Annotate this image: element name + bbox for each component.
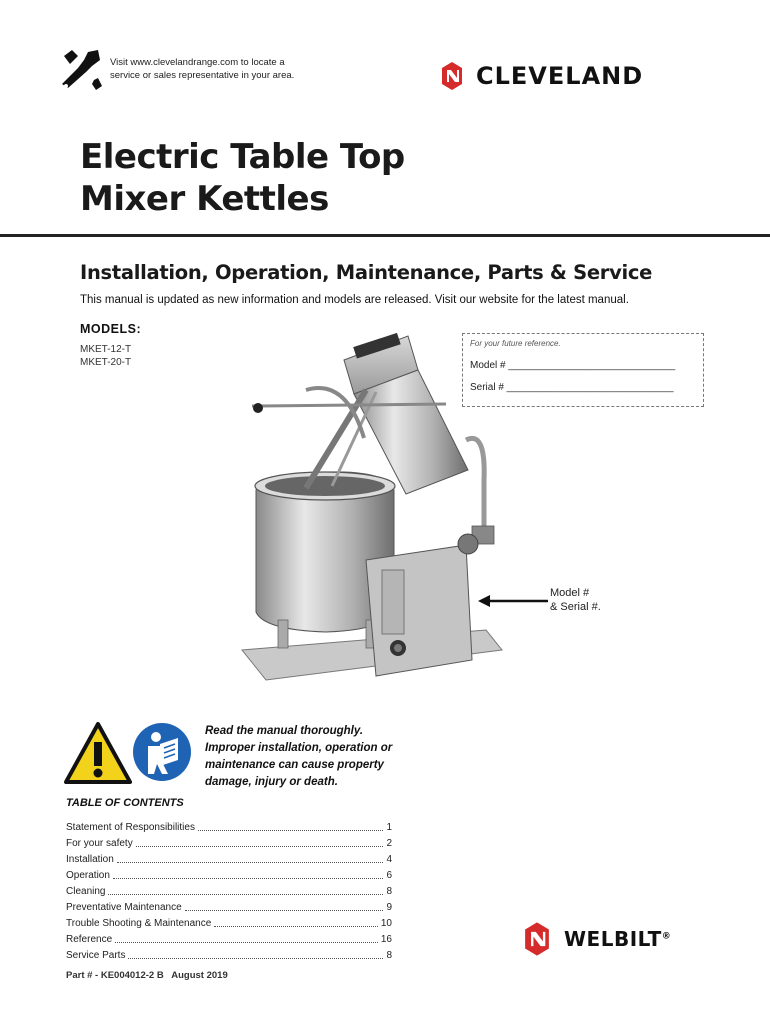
toc-leader [108,884,383,895]
toc-entry-title: Reference [66,934,113,945]
warning-message [205,723,415,791]
model-item: MKET-20-T [80,357,132,368]
document-title [80,136,405,220]
warning-line-4: damage, injury or death. [205,776,338,788]
toc-entry-title: Statement of Responsibilities [66,822,195,833]
toc-entry-page: 4 [386,854,392,865]
toc-entry-title: Trouble Shooting & Maintenance [66,918,212,929]
toc-entry[interactable] [66,852,392,868]
toc-entry-page: 8 [386,950,392,961]
warning-triangle-icon [64,720,132,788]
toc-entry[interactable] [66,836,392,852]
cleveland-logo [436,60,643,92]
toc-entry[interactable] [66,868,392,884]
model-number-field: Model # ______________________________ [470,360,676,371]
toc-entry[interactable] [66,900,392,916]
visit-website-text: Visit www.clevelandrange.com to locate a service or sales representative in your area. [110,57,295,81]
welbilt-name: WELBILT [564,927,662,951]
toc-leader [113,868,384,879]
toc-entry[interactable] [66,948,392,964]
toc-entry-page: 6 [386,870,392,881]
toc-entry[interactable] [66,820,392,836]
model-label-line-1: Model # [550,587,590,599]
toc-leader [128,948,383,959]
toc-leader [115,932,378,943]
title-line-2: Mixer Kettles [80,179,329,219]
models-heading: MODELS: [80,322,142,336]
toc-entry-page: 9 [386,902,392,913]
toc-leader [198,820,383,831]
wrench-screwdriver-icon [58,46,104,92]
toc-entry-page: 10 [380,918,392,929]
part-number: Part # - KE004012-2 B August 2019 [66,970,228,981]
warning-line-2: Improper installation, operation or [205,742,393,754]
welbilt-logo [518,920,671,958]
title-line-1: Electric Table Top [80,137,405,177]
welbilt-brand-name [564,927,671,951]
toc-entry-title: Service Parts [66,950,126,961]
warning-line-3: maintenance can cause property [205,759,384,771]
model-label-line-2: & Serial #. [550,601,601,613]
toc-entry-page: 8 [386,886,392,897]
table-of-contents [66,820,392,964]
serial-number-field: Serial # ______________________________ [470,382,674,393]
toc-leader [136,836,384,847]
welbilt-logo-mark-icon [518,920,556,958]
toc-leader [214,916,378,927]
toc-entry[interactable] [66,932,392,948]
model-serial-location-label [550,586,601,614]
models-list [80,343,131,369]
toc-leader [185,900,384,911]
manual-update-note: This manual is updated as new information and models are released. Visit our website for the latest manual. [80,294,629,306]
model-serial-arrow-icon [478,594,548,608]
toc-leader [117,852,384,863]
cleveland-logo-mark-icon [436,60,468,92]
cleveland-brand-name: CLEVELAND [476,62,644,90]
title-divider [0,234,770,237]
toc-heading: TABLE OF CONTENTS [66,797,184,809]
toc-entry-title: Operation [66,870,110,881]
toc-entry-page: 16 [380,934,392,945]
document-subtitle: Installation, Operation, Maintenance, Parts & Service [80,261,653,284]
toc-entry[interactable] [66,884,392,900]
model-item: MKET-12-T [80,344,132,355]
reference-caption: For your future reference. [470,339,561,348]
toc-entry-page: 1 [386,822,392,833]
toc-entry-title: For your safety [66,838,133,849]
registered-mark: ® [661,931,672,942]
toc-entry[interactable] [66,916,392,932]
toc-entry-title: Preventative Maintenance [66,902,182,913]
toc-entry-title: Cleaning [66,886,106,897]
mixer-kettle-illustration [236,330,506,690]
warning-line-1: Read the manual thoroughly. [205,725,364,737]
toc-entry-title: Installation [66,854,114,865]
toc-entry-page: 2 [386,838,392,849]
read-manual-icon [132,722,192,782]
